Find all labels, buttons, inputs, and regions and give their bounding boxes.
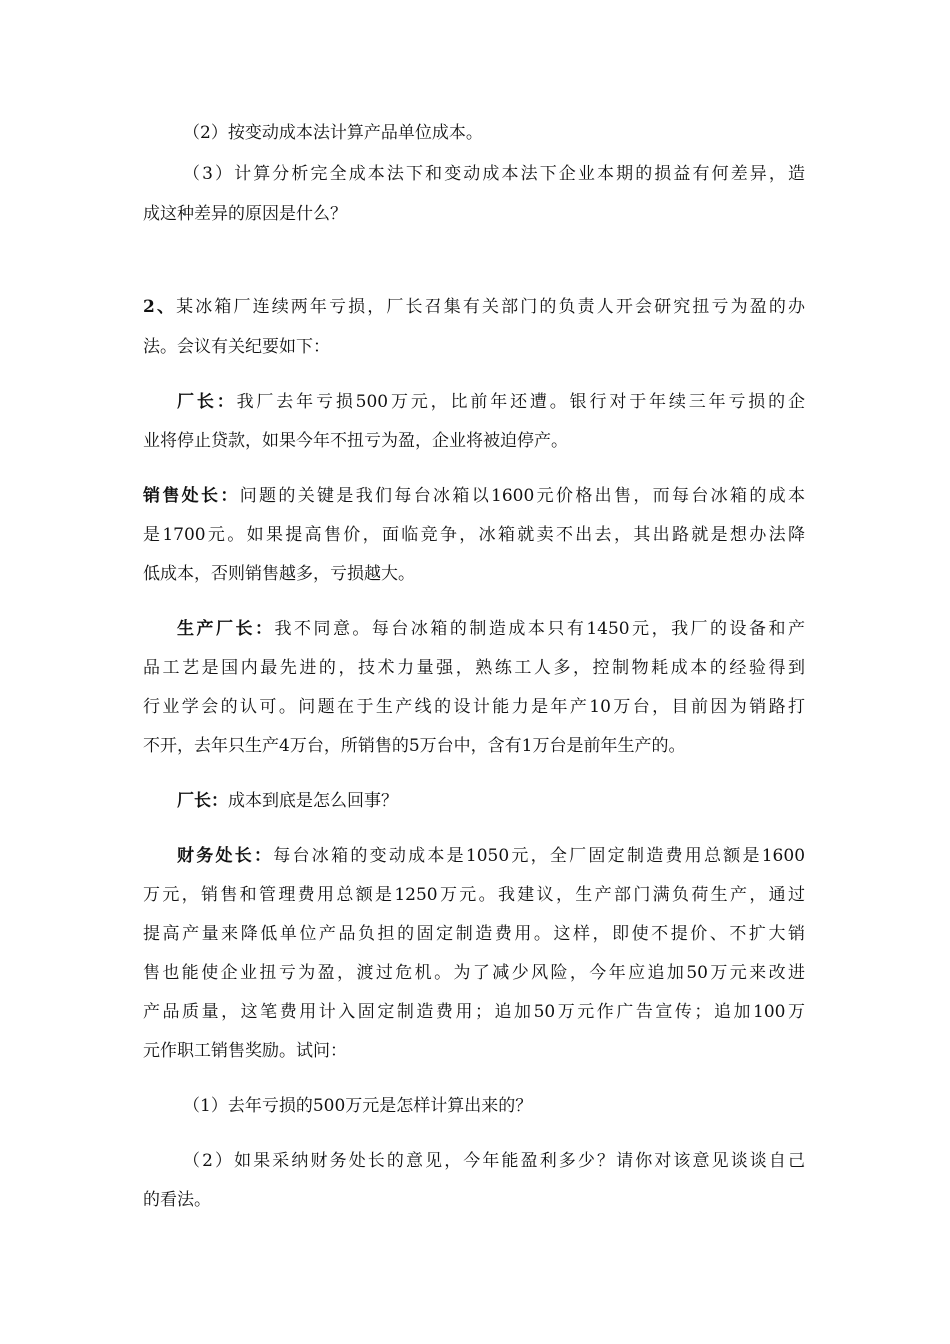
speech-text: 我厂去年亏损500万元，比前年还遭。银行对于年续三年亏损的企 xyxy=(236,392,806,412)
speaker-label: 销售处长： xyxy=(143,486,240,506)
factory-director-2-line-1 xyxy=(177,790,398,812)
sub-question-2-line-1: （2）如果采纳财务处长的意见，今年能盈利多少？请你对该意见谈谈自己 xyxy=(183,1151,805,1171)
q1-item-3-line-1: （3）计算分析完全成本法下和变动成本法下企业本期的损益有何差异，造 xyxy=(183,164,805,184)
finance-director-line-3: 提高产量来降低单位产品负担的固定制造费用。这样，即使不提价、不扩大销 xyxy=(143,924,805,944)
finance-director-line-1 xyxy=(177,845,805,867)
speech-text: 我不同意。每台冰箱的制造成本只有1450元，我厂的设备和产 xyxy=(274,619,806,639)
q1-item-3-line-2: 成这种差异的原因是什么？ xyxy=(143,204,347,224)
production-director-line-3: 行业学会的认可。问题在于生产线的设计能力是年产10万台，目前因为销路打 xyxy=(143,697,805,717)
production-director-line-1 xyxy=(177,618,805,640)
sub-question-2-line-2: 的看法。 xyxy=(143,1190,211,1210)
sales-director-line-1 xyxy=(143,485,805,507)
question-number: 2、 xyxy=(143,297,177,317)
speaker-label: 生产厂长： xyxy=(177,619,275,639)
production-director-line-2: 品工艺是国内最先进的，技术力量强，熟练工人多，控制物耗成本的经验得到 xyxy=(143,658,805,678)
speaker-label: 财务处长： xyxy=(177,846,274,866)
speaker-label: 厂长： xyxy=(177,392,237,412)
speech-text: 成本到底是怎么回事？ xyxy=(228,791,398,811)
factory-director-line-2: 业将停止贷款，如果今年不扭亏为盈，企业将被迫停产。 xyxy=(143,431,568,451)
q2-intro-line-2: 法。会议有关纪要如下： xyxy=(143,337,330,357)
finance-director-line-2: 万元，销售和管理费用总额是1250万元。我建议，生产部门满负荷生产，通过 xyxy=(143,885,805,905)
q2-intro-text: 某冰箱厂连续两年亏损，厂长召集有关部门的负责人开会研究扭亏为盈的办 xyxy=(176,297,805,317)
speech-text: 问题的关键是我们每台冰箱以1600元价格出售，而每台冰箱的成本 xyxy=(239,486,806,506)
q1-item-2: （2）按变动成本法计算产品单位成本。 xyxy=(183,123,483,143)
factory-director-line-1 xyxy=(177,391,805,413)
speech-text: 每台冰箱的变动成本是1050元，全厂固定制造费用总额是1600 xyxy=(273,846,806,866)
sales-director-line-2: 是1700元。如果提高售价，面临竞争，冰箱就卖不出去，其出路就是想办法降 xyxy=(143,525,805,545)
q2-intro-line-1 xyxy=(143,296,805,318)
finance-director-line-4: 售也能使企业扭亏为盈，渡过危机。为了减少风险，今年应追加50万元来改进 xyxy=(143,963,805,983)
finance-director-line-6: 元作职工销售奖励。试问： xyxy=(143,1041,347,1061)
sub-question-1: （1）去年亏损的500万元是怎样计算出来的？ xyxy=(183,1096,533,1116)
speaker-label: 厂长： xyxy=(177,791,228,811)
finance-director-line-5: 产品质量，这笔费用计入固定制造费用；追加50万元作广告宣传；追加100万 xyxy=(143,1002,805,1022)
sales-director-line-3: 低成本，否则销售越多，亏损越大。 xyxy=(143,564,415,584)
production-director-line-4: 不开，去年只生产4万台，所销售的5万台中，含有1万台是前年生产的。 xyxy=(143,736,686,756)
